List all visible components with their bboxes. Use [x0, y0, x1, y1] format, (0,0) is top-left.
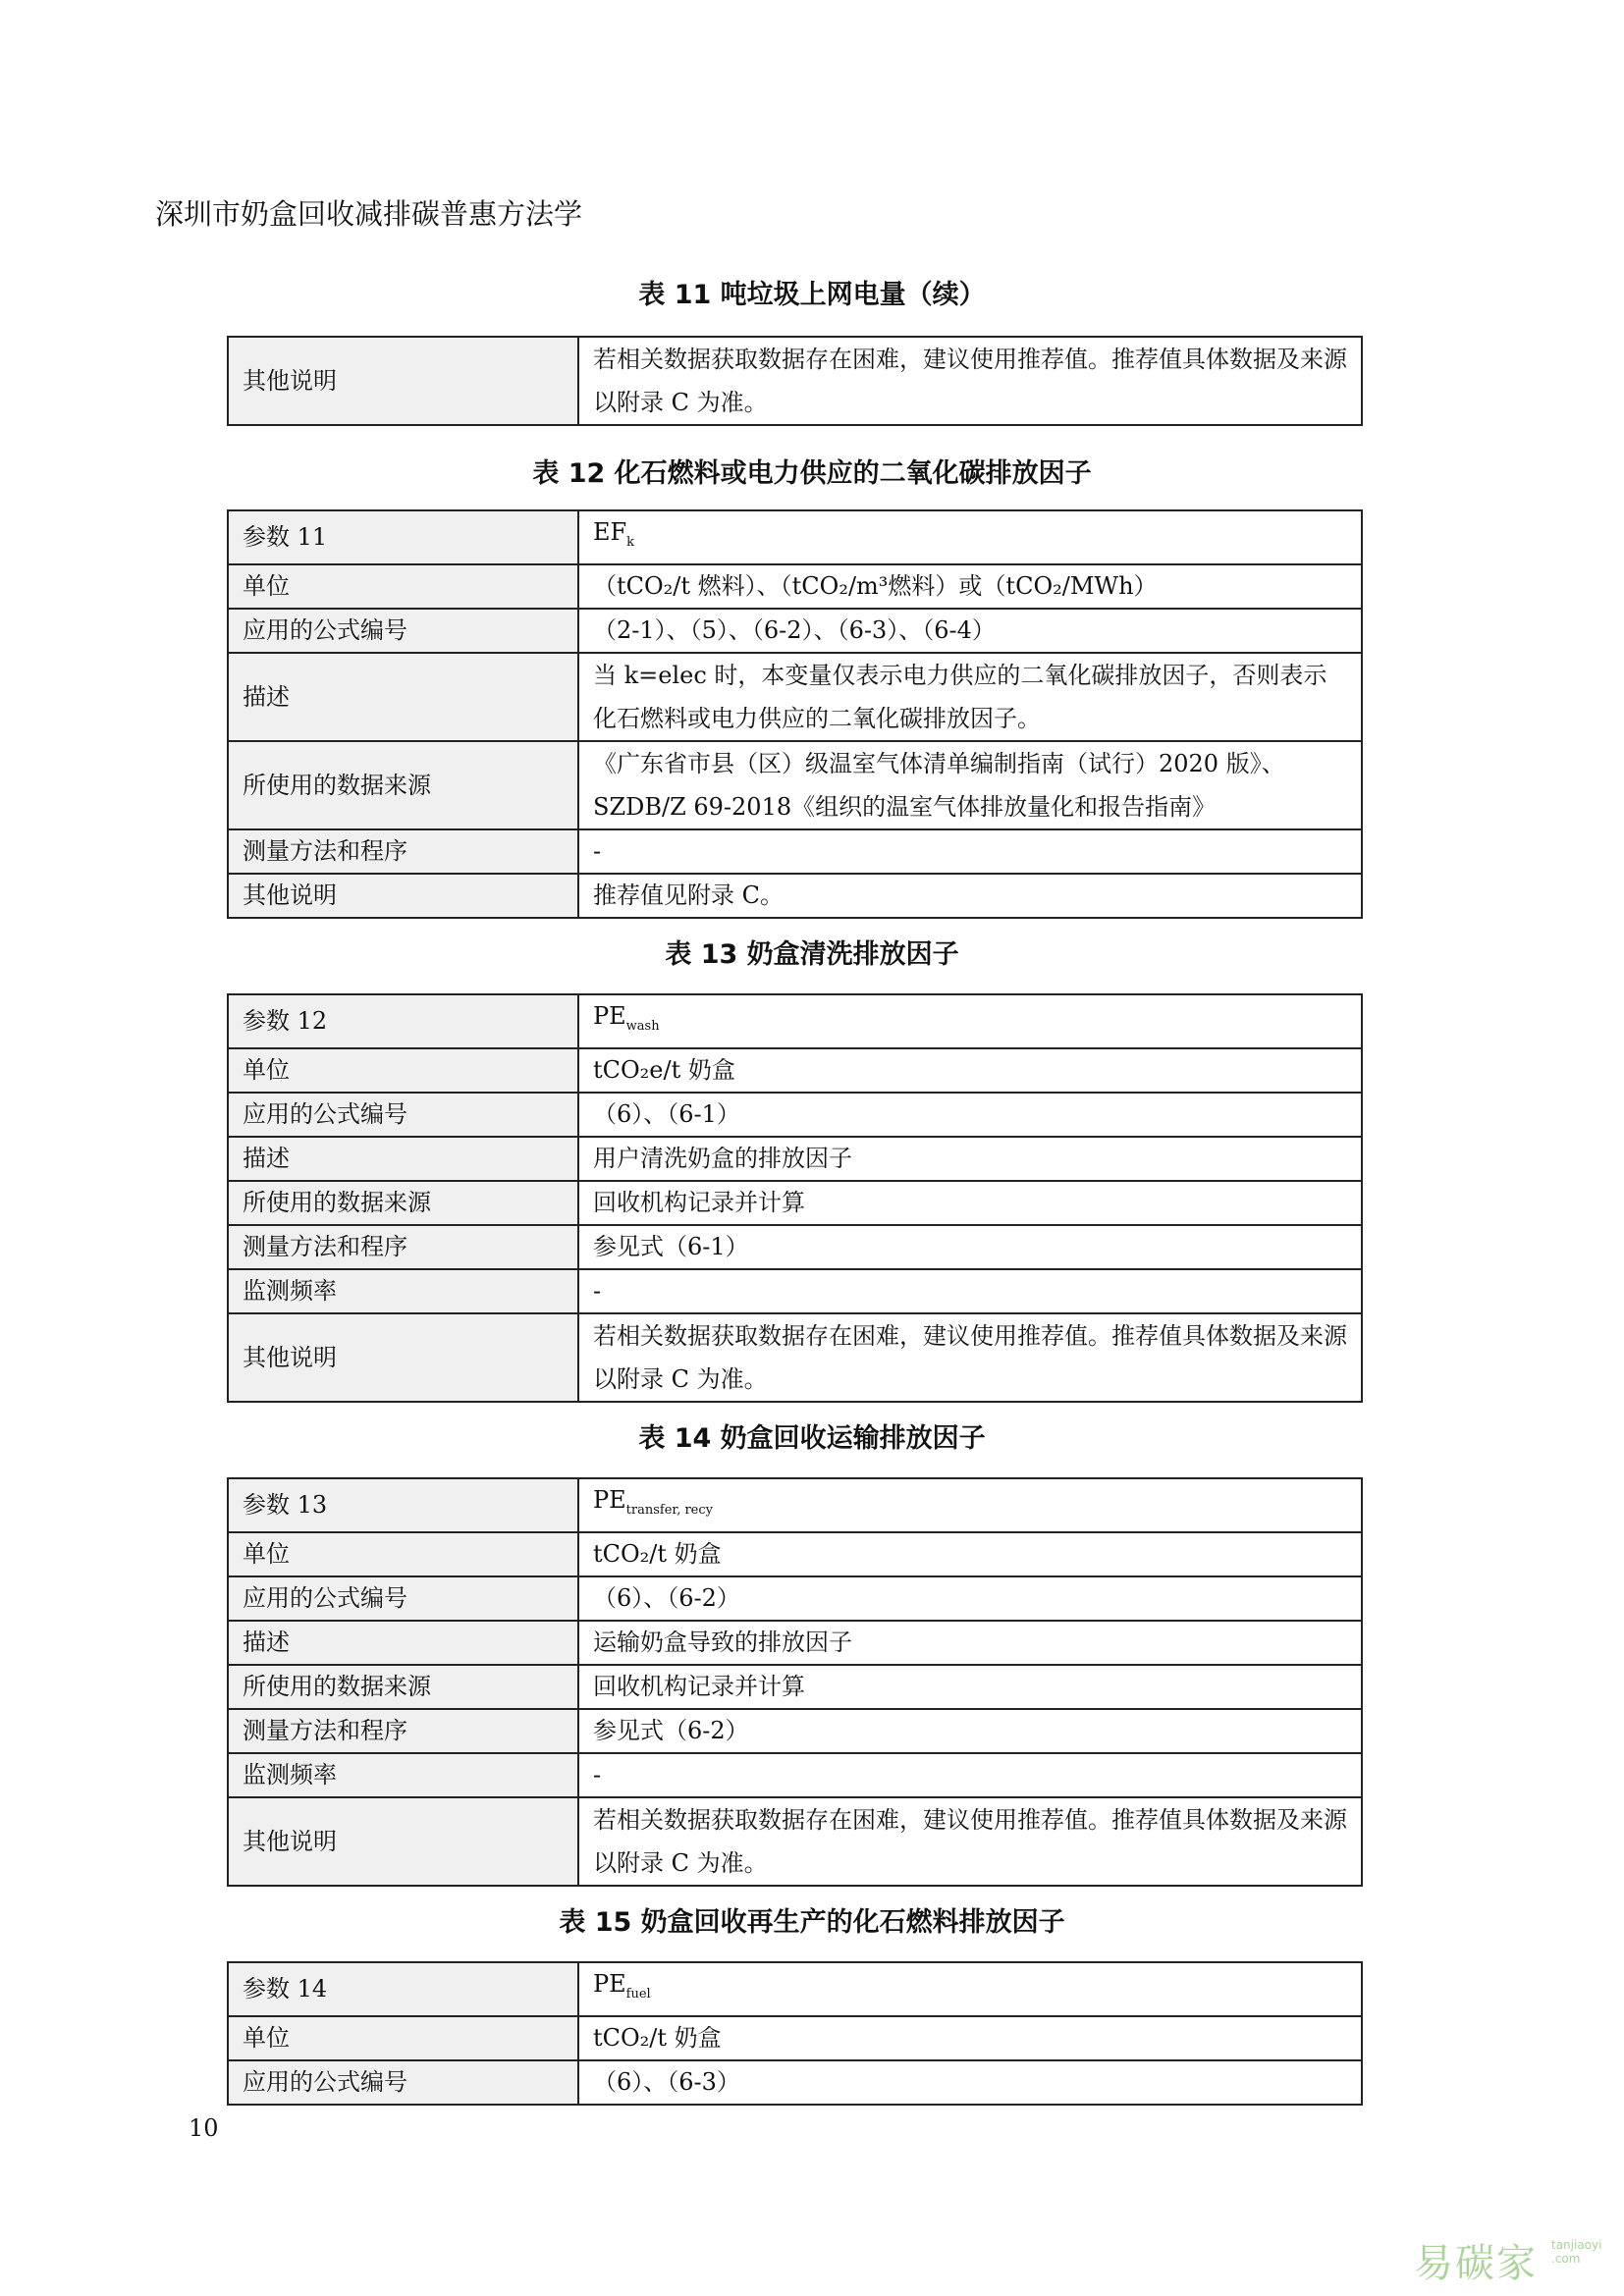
symbol-subscript: transfer, recy — [625, 1502, 713, 1518]
row-key: 其他说明 — [228, 1797, 578, 1886]
row-value: 参见式（6-1） — [578, 1225, 1362, 1269]
spec-table — [227, 509, 1363, 919]
row-value — [578, 510, 1362, 564]
row-key: 监测频率 — [228, 1269, 578, 1313]
table-row — [228, 1313, 1362, 1402]
table-row — [228, 510, 1362, 564]
table-row — [228, 609, 1362, 653]
row-key: 测量方法和程序 — [228, 1225, 578, 1269]
row-value: - — [578, 829, 1362, 874]
table-row — [228, 653, 1362, 741]
row-value: 用户清洗奶盒的排放因子 — [578, 1137, 1362, 1181]
table-row — [228, 1532, 1362, 1576]
watermark-domain: tanjiaoyi .com — [1551, 2238, 1602, 2266]
running-header: 深圳市奶盒回收减排碳普惠方法学 — [155, 197, 583, 231]
row-key: 监测频率 — [228, 1753, 578, 1797]
table-row — [228, 2016, 1362, 2060]
row-value: （6）、（6-3） — [578, 2060, 1362, 2105]
row-value: 当 k=elec 时，本变量仅表示电力供应的二氧化碳排放因子，否则表示化石燃料或电力供应的二氧化碳排放因子。 — [578, 653, 1362, 741]
symbol-text: EF — [593, 518, 627, 546]
row-value: 推荐值见附录 C。 — [578, 874, 1362, 918]
row-value: 回收机构记录并计算 — [578, 1181, 1362, 1225]
row-key: 其他说明 — [228, 337, 578, 425]
row-key: 其他说明 — [228, 1313, 578, 1402]
table-row — [228, 1709, 1362, 1753]
symbol-text: PE — [593, 1486, 626, 1514]
table-row — [228, 1093, 1362, 1137]
table-caption: 表 11 吨垃圾上网电量（续） — [638, 280, 986, 310]
symbol-text: PE — [593, 1970, 626, 1998]
row-key: 测量方法和程序 — [228, 829, 578, 874]
symbol-subscript: k — [626, 534, 635, 550]
table-row — [228, 994, 1362, 1048]
row-value: （6）、（6-2） — [578, 1576, 1362, 1621]
row-key: 其他说明 — [228, 874, 578, 918]
spec-table — [227, 1961, 1363, 2106]
row-value: 回收机构记录并计算 — [578, 1665, 1362, 1709]
row-key: 参数 13 — [228, 1478, 578, 1532]
row-value: （6）、（6-1） — [578, 1093, 1362, 1137]
row-key: 描述 — [228, 1137, 578, 1181]
row-key: 描述 — [228, 1621, 578, 1665]
row-value: 《广东省市县（区）级温室气体清单编制指南（试行）2020 版》、SZDB/Z 69-2018《组织的温室气体排放量化和报告指南》 — [578, 741, 1362, 829]
row-key: 所使用的数据来源 — [228, 741, 578, 829]
watermark-logo — [1414, 2230, 1600, 2285]
row-key: 应用的公式编号 — [228, 1576, 578, 1621]
table-caption: 表 13 奶盒清洗排放因子 — [665, 939, 959, 970]
row-key: 所使用的数据来源 — [228, 1181, 578, 1225]
row-key: 单位 — [228, 564, 578, 609]
table-row — [228, 564, 1362, 609]
spec-table — [227, 993, 1363, 1403]
row-value: tCO₂e/t 奶盒 — [578, 1048, 1362, 1093]
table-row — [228, 741, 1362, 829]
table-row — [228, 1665, 1362, 1709]
row-key: 应用的公式编号 — [228, 1093, 578, 1137]
page-number: 10 — [189, 2114, 219, 2142]
spec-table — [227, 336, 1363, 426]
table-caption: 表 12 化石燃料或电力供应的二氧化碳排放因子 — [532, 458, 1092, 489]
table-row — [228, 874, 1362, 918]
table-row — [228, 1137, 1362, 1181]
row-key: 单位 — [228, 2016, 578, 2060]
table-row — [228, 1621, 1362, 1665]
table-row — [228, 829, 1362, 874]
row-key: 所使用的数据来源 — [228, 1665, 578, 1709]
watermark-text: 易碳家 — [1414, 2241, 1538, 2286]
row-value: - — [578, 1753, 1362, 1797]
row-value: 运输奶盒导致的排放因子 — [578, 1621, 1362, 1665]
table-row — [228, 2060, 1362, 2105]
row-key: 应用的公式编号 — [228, 2060, 578, 2105]
table-row — [228, 1753, 1362, 1797]
row-value: （2-1）、（5）、（6-2）、（6-3）、（6-4） — [578, 609, 1362, 653]
row-value — [578, 1478, 1362, 1532]
row-value: - — [578, 1269, 1362, 1313]
table-row — [228, 1048, 1362, 1093]
table-row — [228, 1181, 1362, 1225]
row-key: 单位 — [228, 1532, 578, 1576]
table-row — [228, 1225, 1362, 1269]
row-value: 若相关数据获取数据存在困难，建议使用推荐值。推荐值具体数据及来源以附录 C 为准。 — [578, 337, 1362, 425]
row-key: 测量方法和程序 — [228, 1709, 578, 1753]
row-key: 参数 12 — [228, 994, 578, 1048]
row-value: tCO₂/t 奶盒 — [578, 1532, 1362, 1576]
row-value — [578, 994, 1362, 1048]
spec-table — [227, 1477, 1363, 1887]
table-row — [228, 1962, 1362, 2016]
row-value: 若相关数据获取数据存在困难，建议使用推荐值。推荐值具体数据及来源以附录 C 为准。 — [578, 1313, 1362, 1402]
table-row — [228, 1797, 1362, 1886]
row-key: 参数 14 — [228, 1962, 578, 2016]
row-key: 描述 — [228, 653, 578, 741]
table-row — [228, 1478, 1362, 1532]
row-value: 参见式（6-2） — [578, 1709, 1362, 1753]
symbol-subscript: wash — [625, 1018, 660, 1034]
table-row — [228, 1269, 1362, 1313]
table-row — [228, 337, 1362, 425]
row-key: 单位 — [228, 1048, 578, 1093]
row-value: （tCO₂/t 燃料）、（tCO₂/m³燃料）或（tCO₂/MWh） — [578, 564, 1362, 609]
row-value: 若相关数据获取数据存在困难，建议使用推荐值。推荐值具体数据及来源以附录 C 为准。 — [578, 1797, 1362, 1886]
table-caption: 表 15 奶盒回收再生产的化石燃料排放因子 — [559, 1907, 1065, 1938]
row-value: tCO₂/t 奶盒 — [578, 2016, 1362, 2060]
symbol-subscript: fuel — [625, 1986, 651, 2002]
row-value — [578, 1962, 1362, 2016]
row-key: 应用的公式编号 — [228, 609, 578, 653]
table-caption: 表 14 奶盒回收运输排放因子 — [638, 1423, 986, 1454]
row-key: 参数 11 — [228, 510, 578, 564]
table-row — [228, 1576, 1362, 1621]
symbol-text: PE — [593, 1002, 626, 1030]
